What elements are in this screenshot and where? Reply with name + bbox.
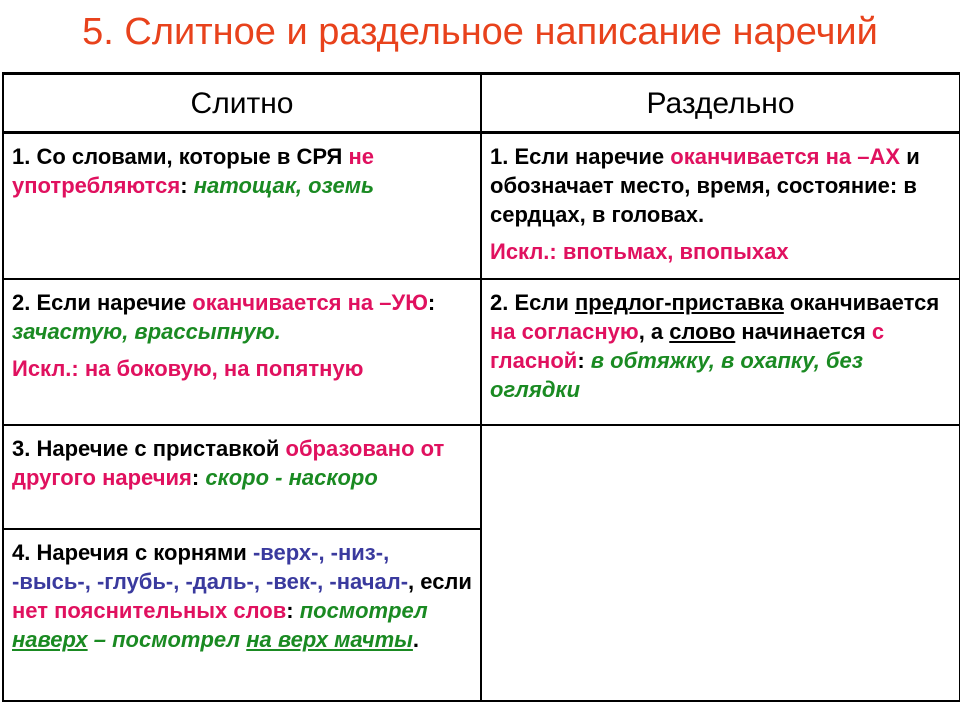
text: 4. Наречия с корнями bbox=[12, 539, 253, 565]
highlight: с гласной bbox=[490, 318, 885, 373]
text: . bbox=[412, 626, 420, 652]
exception: Искл.: на боковую, на попятную bbox=[12, 355, 364, 381]
highlight: нет пояснительных слов bbox=[12, 597, 287, 623]
table-row bbox=[3, 425, 960, 529]
table-row bbox=[3, 279, 960, 425]
underlined-term: предлог-приставка bbox=[574, 289, 784, 315]
page-title: 5. Слитное и раздельное написание наречий bbox=[82, 11, 878, 53]
text: : bbox=[191, 464, 206, 490]
cell-rule-1-left bbox=[3, 133, 481, 279]
text: 3. Наречие с приставкой bbox=[12, 435, 286, 461]
text: : bbox=[427, 289, 436, 315]
table-row bbox=[3, 133, 960, 279]
text: 1. Со словами, которые в СРЯ bbox=[12, 144, 349, 169]
cell-empty-right bbox=[481, 425, 960, 701]
text: 2. Если bbox=[490, 289, 575, 315]
text: 2. Если наречие bbox=[12, 289, 193, 315]
header-right: Раздельно bbox=[481, 74, 960, 133]
example: – посмотрел bbox=[87, 626, 247, 652]
example-underlined: наверх bbox=[12, 626, 88, 652]
example: скоро - наскоро bbox=[205, 464, 378, 490]
example-underlined: на верх мачты bbox=[246, 626, 413, 652]
text: и обозначает место, время, состояние: в сердцах, в головах. bbox=[490, 144, 920, 227]
example: в обтяжку, в охапку, без оглядки bbox=[490, 347, 864, 402]
roots-list: -верх-, -низ-, -высь-, -глубь-, -даль-, -век-, -начал- bbox=[12, 539, 409, 594]
example: посмотрел bbox=[299, 597, 428, 623]
exception: Искл.: впотьмах, впопыхах bbox=[490, 239, 789, 264]
example: зачастую, врассыпную. bbox=[12, 318, 281, 344]
text: : bbox=[286, 597, 300, 623]
text: , а bbox=[638, 318, 670, 344]
cell-rule-1-right bbox=[481, 133, 960, 279]
highlight: оканчивается на –АХ bbox=[670, 144, 901, 169]
cell-rule-2-left bbox=[3, 279, 481, 425]
text: : bbox=[180, 173, 194, 198]
text: : bbox=[577, 347, 591, 373]
text: начинается bbox=[735, 318, 872, 344]
table-header-row bbox=[3, 74, 960, 133]
text: 1. Если наречие bbox=[490, 144, 671, 169]
cell-rule-3-left bbox=[3, 425, 481, 529]
underlined-term: слово bbox=[669, 318, 736, 344]
text: оканчивается bbox=[783, 289, 940, 315]
example: натощак, оземь bbox=[193, 173, 375, 198]
highlight: не употребляются bbox=[12, 144, 374, 198]
rules-table bbox=[2, 72, 960, 702]
highlight: образовано от другого наречия bbox=[12, 435, 445, 490]
text: , если bbox=[408, 568, 472, 594]
highlight: на согласную bbox=[490, 318, 639, 344]
highlight: оканчивается на –УЮ bbox=[192, 289, 428, 315]
cell-rule-4-left bbox=[3, 529, 481, 701]
header-left: Слитно bbox=[3, 74, 481, 133]
cell-rule-2-right bbox=[481, 279, 960, 425]
